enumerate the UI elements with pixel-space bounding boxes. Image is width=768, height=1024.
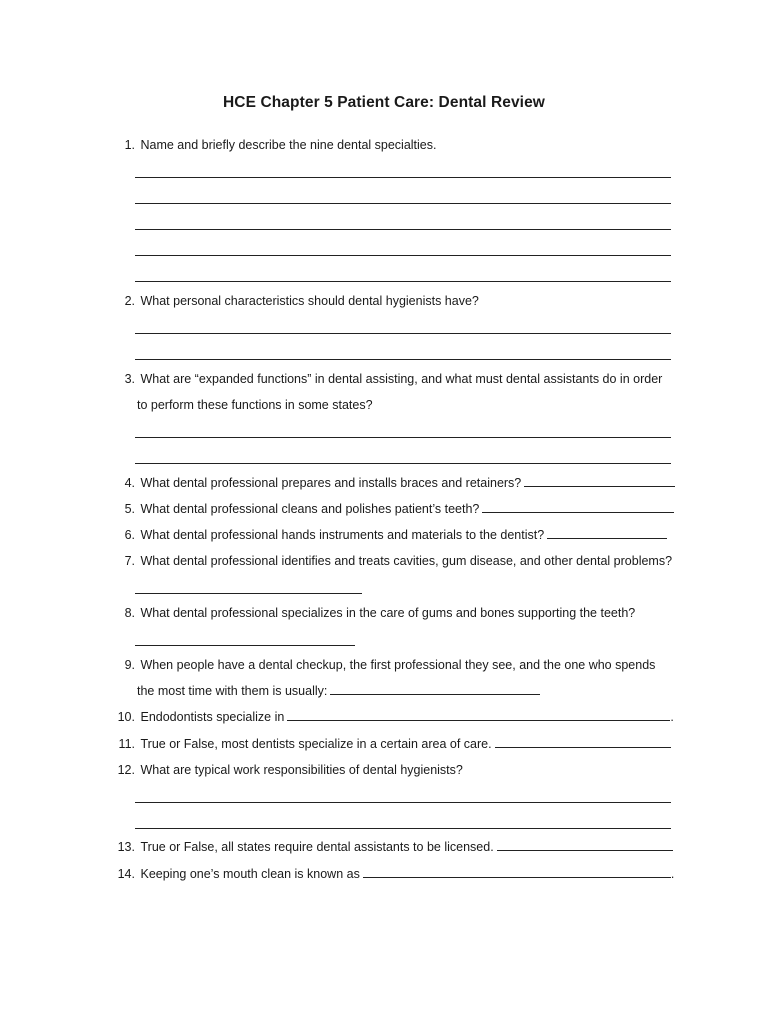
question-number: 10.	[117, 710, 135, 724]
answer-blank[interactable]	[524, 476, 675, 487]
answer-blank[interactable]	[287, 710, 670, 721]
question-number: 11.	[118, 737, 135, 751]
question-12	[110, 763, 690, 777]
answer-blank[interactable]	[547, 528, 667, 539]
question-number: 5.	[124, 502, 135, 516]
question-text: What are “expanded functions” in dental assisting, and what must dental assistants do in order	[140, 372, 663, 386]
question-number: 14.	[117, 867, 135, 881]
question-6	[110, 528, 690, 542]
question-number: 9.	[124, 658, 135, 672]
question-number: 12.	[117, 763, 135, 777]
answer-line[interactable]	[135, 463, 671, 464]
question-8	[110, 606, 690, 620]
question-text: What dental professional cleans and polishes patient’s teeth?	[140, 502, 480, 516]
question-text-continued: to perform these functions in some states?	[137, 398, 373, 412]
question-number: 6.	[124, 528, 135, 542]
question-text: What personal characteristics should dental hygienists have?	[140, 294, 479, 308]
answer-blank[interactable]	[330, 684, 540, 695]
answer-line[interactable]	[135, 255, 671, 256]
answer-blank[interactable]	[497, 840, 673, 851]
question-text: What are typical work responsibilities of dental hygienists?	[140, 763, 463, 777]
question-number: 4.	[124, 476, 135, 490]
answer-blank[interactable]	[495, 737, 671, 748]
question-13	[110, 840, 690, 854]
question-text: True or False, all states require dental assistants to be licensed.	[140, 840, 494, 854]
answer-line[interactable]	[135, 333, 671, 334]
answer-line[interactable]	[135, 203, 671, 204]
question-5	[110, 502, 690, 516]
answer-line[interactable]	[135, 645, 355, 646]
question-2	[110, 294, 690, 308]
question-number: 8.	[124, 606, 135, 620]
answer-line[interactable]	[135, 281, 671, 282]
question-11	[110, 737, 690, 751]
question-text: True or False, most dentists specialize in a certain area of care.	[140, 737, 492, 751]
question-10	[110, 710, 690, 724]
question-text: When people have a dental checkup, the first professional they see, and the one who spends	[140, 658, 656, 672]
question-14	[110, 867, 690, 881]
sentence-period: .	[670, 710, 674, 724]
question-1	[110, 138, 690, 152]
answer-line[interactable]	[135, 593, 362, 594]
answer-line[interactable]	[135, 229, 671, 230]
question-text: Keeping one’s mouth clean is known as	[140, 867, 360, 881]
question-text: What dental professional prepares and installs braces and retainers?	[140, 476, 522, 490]
question-4	[110, 476, 690, 490]
answer-blank[interactable]	[363, 867, 671, 878]
question-9-continued	[137, 684, 540, 698]
question-number: 3.	[124, 372, 135, 386]
question-number: 13.	[117, 840, 135, 854]
answer-line[interactable]	[135, 437, 671, 438]
question-9	[110, 658, 690, 672]
question-number: 1.	[124, 138, 135, 152]
answer-line[interactable]	[135, 177, 671, 178]
page-title: HCE Chapter 5 Patient Care: Dental Review	[223, 94, 545, 111]
answer-blank[interactable]	[482, 502, 674, 513]
question-text: What dental professional specializes in the care of gums and bones supporting the teeth?	[140, 606, 636, 620]
question-7	[110, 554, 690, 568]
question-3	[110, 372, 690, 386]
answer-line[interactable]	[135, 359, 671, 360]
question-text: Endodontists specialize in	[140, 710, 285, 724]
question-number: 7.	[124, 554, 135, 568]
question-number: 2.	[124, 294, 135, 308]
question-text-continued: the most time with them is usually:	[137, 684, 328, 698]
question-text: Name and briefly describe the nine dental specialties.	[140, 138, 437, 152]
question-text: What dental professional hands instruments and materials to the dentist?	[140, 528, 545, 542]
answer-line[interactable]	[135, 802, 671, 803]
sentence-period: .	[670, 867, 675, 881]
answer-line[interactable]	[135, 828, 671, 829]
question-text: What dental professional identifies and treats cavities, gum disease, and other dental problems?	[140, 554, 673, 568]
